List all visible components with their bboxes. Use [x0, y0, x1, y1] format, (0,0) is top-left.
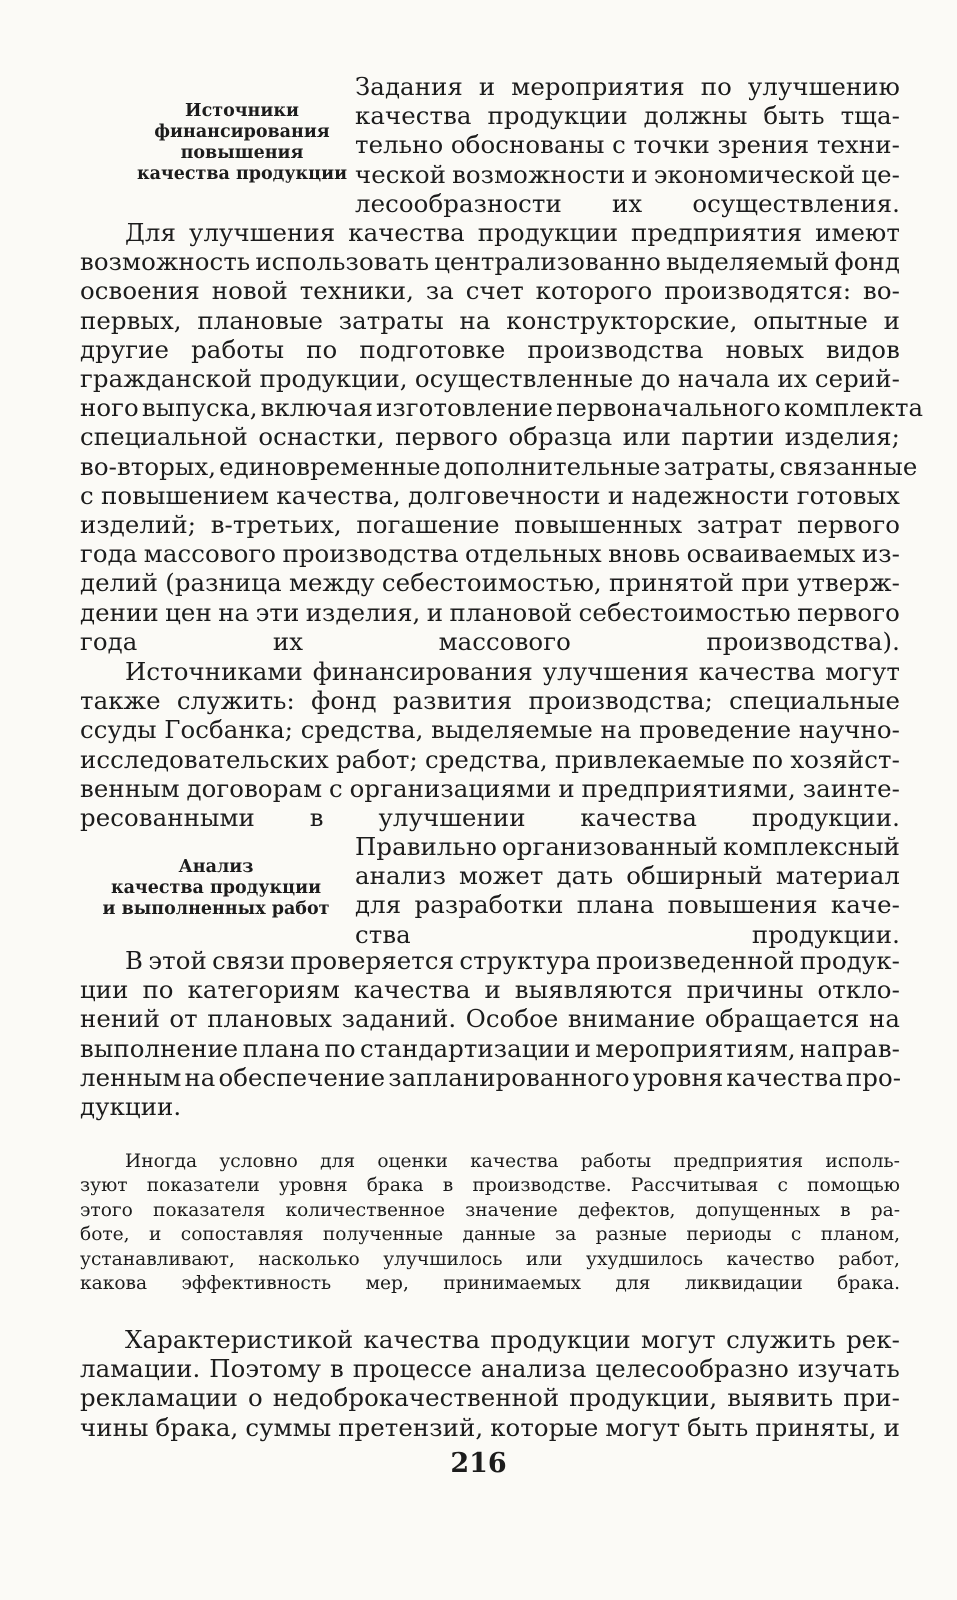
paragraph-new-technology-fund	[80, 218, 924, 656]
text-line: ного выпуска, включая изготовление первоначального комплекта	[80, 393, 924, 423]
text-line: делий (разница между себестоимостью, принятой при утверж-	[80, 568, 900, 598]
text-line: чины брака, суммы претензий, которые могут быть приняты, и	[80, 1412, 900, 1442]
text-line: изделий; в-третьих, погашение повышенных затрат первого	[80, 510, 900, 540]
text-line: ции по категориям качества и выявляются причины откло-	[80, 975, 900, 1005]
text-line: выполнение плана по стандартизации и мероприятиям, направ-	[80, 1033, 900, 1063]
page-number: 216	[450, 1448, 507, 1479]
text-line: анализ может дать обширный материал	[355, 861, 900, 891]
text-line: с повышением качества, долговечности и надежности готовых	[80, 480, 900, 510]
margin-heading-quality-analysis	[80, 857, 352, 920]
text-line: также служить: фонд развития производства; специальные	[80, 686, 900, 716]
text-line: ламации. Поэтому в процессе анализа целесообразно изучать	[80, 1354, 900, 1384]
text-line: первых, плановые затраты на конструкторские, опытные и	[80, 305, 900, 335]
text-line: ресованными в улучшении качества продукции.	[80, 803, 900, 833]
text-line: Правильно организованный комплексный	[355, 832, 900, 861]
text-line: года массового производства отдельных вновь осваиваемых из-	[80, 539, 900, 569]
text-line: ленным на обеспечение запланированного уровня качества про-	[80, 1062, 902, 1092]
text-line: В этой связи проверяется структура произведенной продук-	[125, 946, 900, 975]
text-line: возможность использовать централизованно выделяемый фонд	[80, 247, 900, 277]
text-line: гражданской продукции, осуществленные до начала их серий-	[80, 364, 900, 394]
heading-line: качества продукции	[136, 164, 348, 184]
text-line: освоения новой техники, за счет которого производятся: во-	[80, 276, 900, 306]
text-line: ссуды Госбанка; средства, выделяемые на проведение научно-	[80, 715, 900, 745]
heading-line: финансирования	[154, 122, 330, 142]
heading-line: и выполненных работ	[102, 899, 330, 919]
text-line: рекламации о недоброкачественной продукции, выявить при-	[80, 1383, 900, 1413]
text-line: Источниками финансирования улучшения качества могут	[125, 657, 900, 686]
small-text-line: зуют показатели уровня брака в производстве. Рассчитывая с помощью	[80, 1175, 900, 1197]
text-line: тельно обоснованы с точки зрения техни-	[355, 130, 900, 160]
text-line: года их массового производства).	[80, 626, 900, 656]
paragraph-structure-check	[80, 946, 900, 1121]
small-text-line: какова эффективность мер, принимаемых для ликвидации брака.	[80, 1273, 900, 1295]
heading-line: Источники	[185, 101, 299, 121]
text-line: венным договорам с организациями и предприятиями, заинте-	[80, 773, 900, 803]
margin-heading-financing-sources	[132, 101, 352, 185]
analysis-text-block	[355, 832, 900, 949]
small-print-note	[80, 1150, 900, 1296]
small-text-line: устанавливают, насколько улучшилось или ухудшилось качество работ,	[80, 1248, 900, 1270]
text-line: Характеристикой качества продукции могут служить рек-	[125, 1325, 900, 1354]
text-line: другие работы по подготовке производства новых видов	[80, 334, 900, 364]
text-line: во-вторых, единовременные дополнительные затраты, связанные	[80, 451, 918, 481]
heading-line: качества продукции	[110, 878, 322, 898]
small-text-line: Иногда условно для оценки качества работы предприятия исполь-	[125, 1151, 900, 1172]
text-line: нений от плановых заданий. Особое внимание обращается на	[80, 1004, 900, 1034]
text-line: для разработки плана повышения каче-	[355, 890, 900, 920]
text-line: качества продукции должны быть тща-	[355, 101, 900, 131]
text-line: специальной оснастки, первого образца или партии изделия;	[80, 422, 900, 452]
heading-line: повышения	[180, 143, 304, 163]
intro-text-block	[355, 72, 900, 218]
text-line: дении цен на эти изделия, и плановой себестоимостью первого	[80, 597, 900, 627]
text-line: Задания и мероприятия по улучшению	[355, 72, 900, 101]
paragraph-other-financing-sources	[80, 657, 900, 832]
text-line: исследовательских работ; средства, привлекаемые по хозяйст-	[80, 744, 900, 774]
text-line: ства продукции.	[355, 919, 900, 949]
text-line: ческой возможности и экономической це-	[355, 159, 900, 189]
text-line: лесообразности их осуществления.	[355, 188, 900, 218]
paragraph-reclamations	[80, 1325, 900, 1442]
small-text-line: этого показателя количественное значение дефектов, допущенных в ра-	[80, 1199, 900, 1221]
small-text-line: боте, и сопоставляя полученные данные за разные периоды с планом,	[80, 1224, 900, 1246]
heading-line: Анализ	[178, 857, 254, 877]
text-line: Для улучшения качества продукции предприятия имеют	[125, 218, 900, 247]
text-line: дукции.	[80, 1092, 182, 1122]
